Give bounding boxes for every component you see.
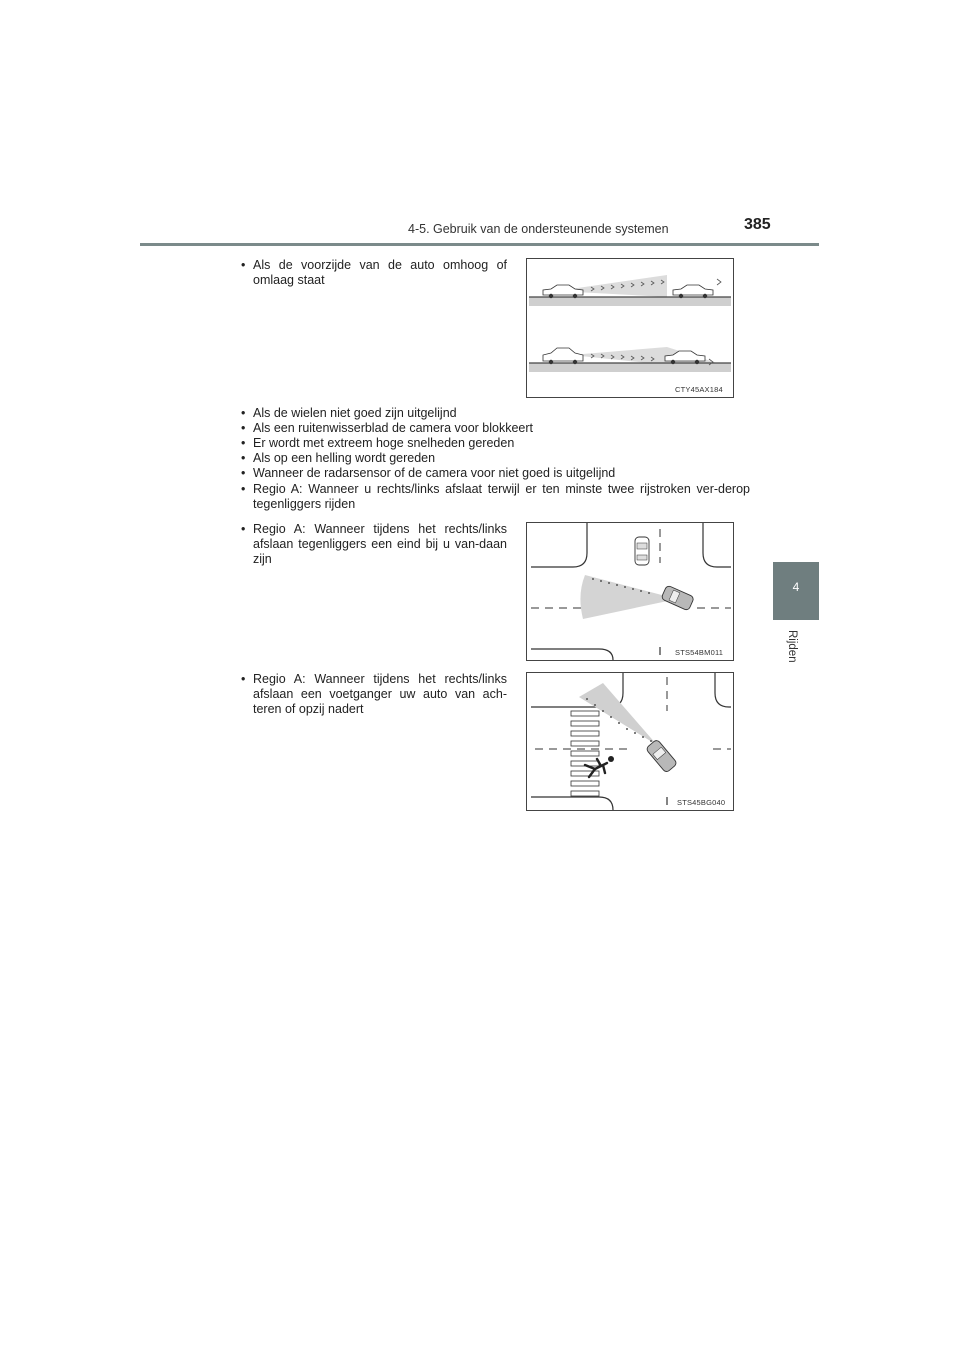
bullet-item bbox=[241, 421, 750, 436]
bullet-text: Regio A: Wanneer tijdens het rechts/links afslaan een voetganger uw auto van ach-teren of opzij nadert bbox=[253, 672, 507, 716]
bullet-text: Regio A: Wanneer tijdens het rechts/links afslaan tegenliggers een eind bij u van-daan zijn bbox=[253, 522, 507, 566]
bullet-marker: • bbox=[241, 258, 246, 272]
bullet-text: Als een ruitenwisserblad de camera voor blokkeert bbox=[253, 421, 533, 435]
figure-oncoming-far bbox=[526, 522, 734, 661]
chapter-tab bbox=[773, 562, 819, 620]
bullet-marker: • bbox=[241, 436, 246, 450]
bullet-text: Als op een helling wordt gereden bbox=[253, 451, 436, 465]
figure-vehicle-pitch bbox=[526, 258, 734, 398]
figure-code: CTY45AX184 bbox=[675, 385, 723, 394]
figure-pedestrian-illustration bbox=[527, 673, 733, 810]
bullet-item bbox=[241, 258, 507, 288]
page-number: 385 bbox=[744, 216, 771, 233]
bullet-marker: • bbox=[241, 451, 246, 465]
bullet-item bbox=[241, 451, 750, 466]
chapter-tab-number: 4 bbox=[792, 580, 800, 594]
header-section-title: 4-5. Gebruik van de ondersteunende systemen bbox=[408, 222, 669, 236]
figure-oncoming-far-illustration bbox=[527, 523, 733, 660]
chapter-tab-label: Rijden bbox=[786, 630, 798, 663]
bullet-marker: • bbox=[241, 522, 246, 536]
bullet-text: Als de wielen niet goed zijn uitgelijnd bbox=[253, 406, 457, 420]
figure-vehicle-pitch-illustration bbox=[527, 259, 733, 397]
bullet-marker: • bbox=[241, 672, 246, 686]
bullet-marker: • bbox=[241, 466, 246, 480]
bullet-item bbox=[241, 406, 750, 421]
figure-code: STS45BG040 bbox=[677, 798, 726, 807]
bullet-marker: • bbox=[241, 406, 246, 420]
bullet-item bbox=[241, 436, 750, 451]
bullet-text: Regio A: Wanneer u rechts/links afslaat terwijl er ten minste twee rijstroken ver-derop tegenliggers rijden bbox=[253, 482, 750, 511]
bullet-item bbox=[241, 466, 750, 481]
bullet-item bbox=[241, 522, 507, 567]
bullet-text: Er wordt met extreem hoge snelheden gereden bbox=[253, 436, 515, 450]
bullet-text: Als de voorzijde van de auto omhoog of omlaag staat bbox=[253, 258, 507, 287]
figure-pedestrian bbox=[526, 672, 734, 811]
bullet-text: Wanneer de radarsensor of de camera voor niet goed is uitgelijnd bbox=[253, 466, 616, 480]
bullet-item bbox=[241, 482, 750, 512]
bullet-marker: • bbox=[241, 421, 246, 435]
header-divider bbox=[140, 243, 819, 246]
figure-code: STS54BM011 bbox=[675, 648, 724, 657]
bullet-marker: • bbox=[241, 482, 246, 496]
bullet-item bbox=[241, 672, 507, 717]
